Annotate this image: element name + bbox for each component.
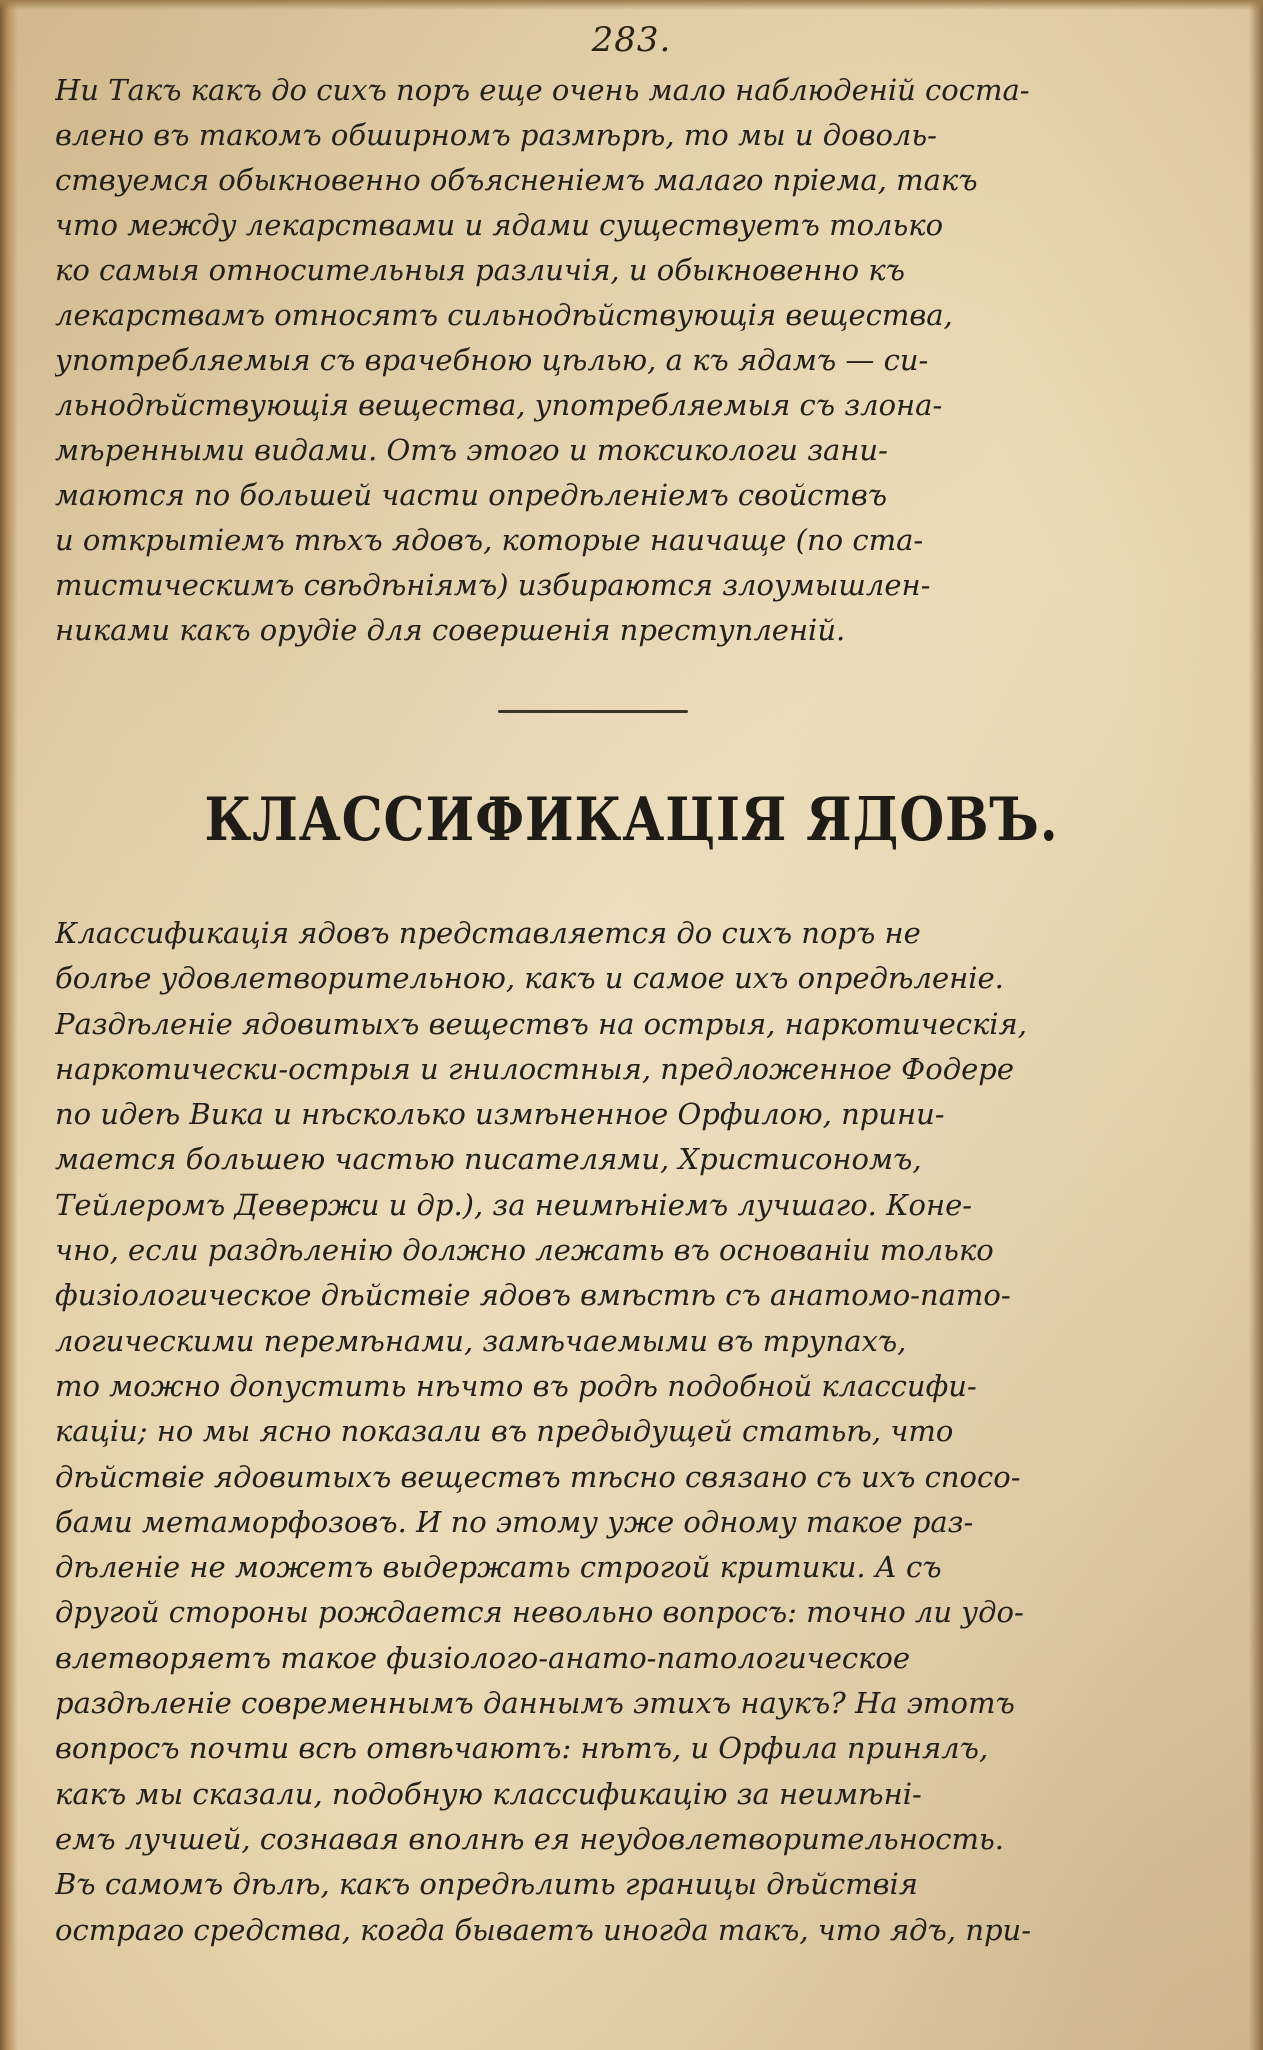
text-line: болѣе удовлетворительною, какъ и самое ихъ опредѣленіе.	[55, 961, 1004, 996]
paragraph-introduction	[55, 68, 1205, 653]
text-line: чно, если раздѣленію должно лежать въ основаніи только	[55, 1233, 994, 1268]
text-line: употребляемыя съ врачебною цѣлью, а къ ядамъ — си-	[55, 343, 929, 377]
text-line: по идеѣ Вика и нѣсколько измѣненное Орфилою, прини-	[55, 1097, 945, 1132]
text-line: каціи; но мы ясно показали въ предыдущей статьѣ, что	[55, 1414, 954, 1449]
text-line: ко самыя относительныя различія, и обыкновенно къ	[55, 253, 905, 287]
page-edge-right	[1249, 0, 1263, 2050]
text-line: маются по большей части опредѣленіемъ свойствъ	[55, 478, 888, 512]
text-line: мѣренными видами. Отъ этого и токсикологи зани-	[55, 433, 888, 467]
page-edge-top	[0, 0, 1263, 10]
text-line: влетворяетъ такое физіолого-анато-патологическое	[55, 1640, 911, 1675]
text-line: бами метаморфозовъ. И по этому уже одному такое раз-	[55, 1504, 974, 1539]
text-line: логическими перемѣнами, замѣчаемыми въ трупахъ,	[55, 1323, 907, 1358]
text-line: какъ мы сказали, подобную классификацію за неимѣні-	[55, 1776, 922, 1811]
text-line: ствуемся обыкновенно объясненіемъ малаго пріема, такъ	[55, 163, 978, 197]
text-line: другой стороны рождается невольно вопросъ: точно ли удо-	[55, 1595, 1024, 1630]
paragraph-classification	[55, 911, 1205, 1953]
section-divider	[498, 710, 688, 713]
text-line: Раздѣленіе ядовитыхъ веществъ на острыя, наркотическія,	[55, 1006, 1027, 1041]
page-number: 283.	[591, 20, 672, 60]
text-line: льнодѣйствующія вещества, употребляемыя съ злона-	[55, 388, 943, 422]
text-line: дѣленіе не можетъ выдержать строгой критики. А съ	[55, 1550, 942, 1585]
text-line: дѣйствіе ядовитыхъ веществъ тѣсно связано съ ихъ спосо-	[55, 1459, 1021, 1494]
text-line: наркотически-острыя и гнилостныя, предложенное Фодере	[55, 1051, 1014, 1086]
text-line: и открытіемъ тѣхъ ядовъ, которые наичаще (по ста-	[55, 523, 924, 557]
text-line: Классификація ядовъ представляется до сихъ поръ не	[55, 916, 921, 950]
text-line: влено въ такомъ обширномъ размѣрѣ, то мы и доволь-	[55, 118, 937, 152]
text-line: Ни Такъ какъ до сихъ поръ еще очень мало наблюденій соста-	[55, 73, 1030, 107]
text-line: мается большею частью писателями, Христисономъ,	[55, 1142, 922, 1177]
text-line: Въ самомъ дѣлѣ, какъ опредѣлить границы дѣйствія	[55, 1867, 918, 1902]
text-line: вопросъ почти всѣ отвѣчаютъ: нѣтъ, и Орфила принялъ,	[55, 1731, 989, 1766]
section-heading: КЛАССИФИКАЦІЯ ЯДОВЪ.	[204, 785, 1059, 855]
text-line: остраго средства, когда бываетъ иногда такъ, что ядъ, при-	[55, 1912, 1032, 1947]
text-line: лекарствамъ относятъ сильнодѣйствующія вещества,	[55, 298, 953, 332]
page-edge-left	[0, 0, 18, 2050]
text-line: никами какъ орудіе для совершенія преступленій.	[55, 613, 846, 647]
text-line: тистическимъ свѣдѣніямъ) избираются злоумышлен-	[55, 568, 931, 602]
text-line: физіологическое дѣйствіе ядовъ вмѣстѣ съ анатомо-пато-	[55, 1278, 1011, 1313]
text-line: то можно допустить нѣчто въ родѣ подобной классифи-	[55, 1368, 977, 1403]
text-line: что между лекарствами и ядами существуетъ только	[55, 208, 944, 242]
text-line: раздѣленіе современнымъ даннымъ этихъ наукъ? На этотъ	[55, 1686, 1015, 1721]
text-line: Тейлеромъ Девержи и др.), за неимѣніемъ лучшаго. Коне-	[55, 1187, 973, 1222]
text-line: емъ лучшей, сознавая вполнѣ ея неудовлетворительность.	[55, 1821, 1005, 1856]
